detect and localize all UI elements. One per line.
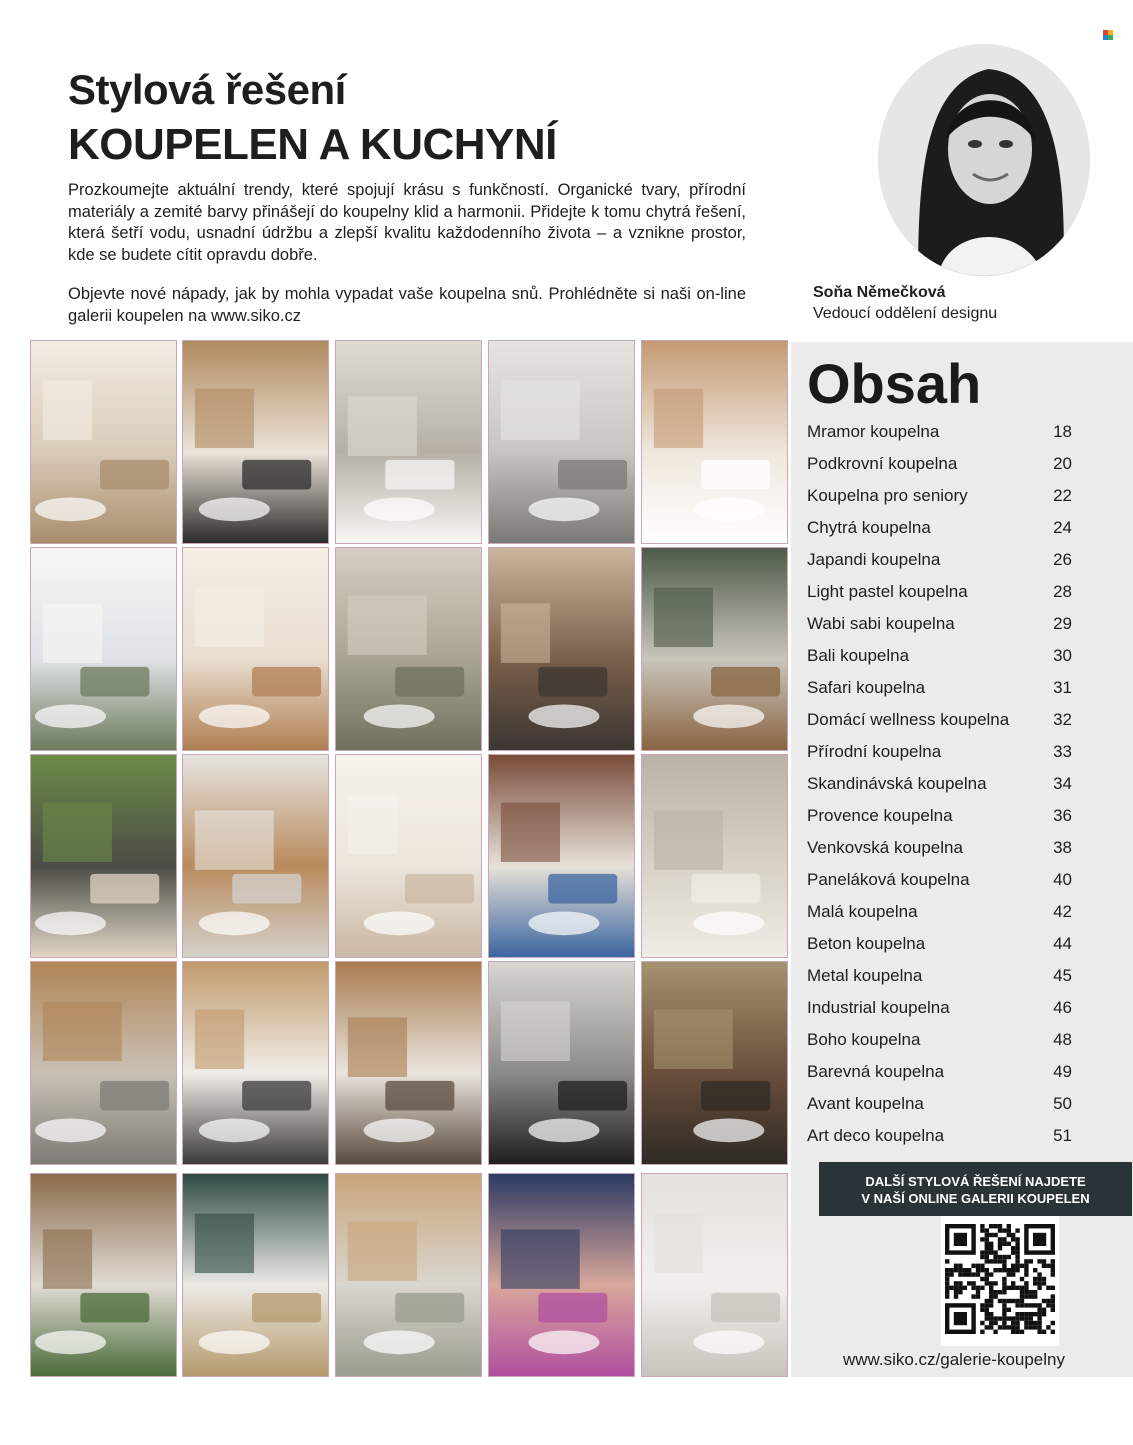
bathroom-photo-16 [30, 961, 177, 1165]
toc-item-label: Bali koupelna [807, 646, 910, 665]
toc-item-label: Metal koupelna [807, 966, 923, 985]
toc-item-label: Koupelna pro seniory [807, 486, 968, 505]
toc-item[interactable] [807, 768, 1072, 800]
bathroom-photo-20 [641, 961, 788, 1165]
qr-code-icon [941, 1216, 1059, 1346]
toc-item[interactable] [807, 480, 1072, 512]
bathroom-photo-8 [335, 547, 482, 751]
designer-name: Soňa Němečková [813, 284, 946, 301]
toc-item-page: 36 [1053, 806, 1072, 825]
toc-item-page: 33 [1053, 742, 1072, 761]
toc-item-label: Paneláková koupelna [807, 870, 970, 889]
toc-item-page: 49 [1053, 1062, 1072, 1081]
bathroom-photo-15 [641, 754, 788, 958]
toc-item-page: 29 [1053, 614, 1072, 633]
toc-title: Obsah [807, 352, 982, 415]
bathroom-photo-24 [488, 1173, 635, 1377]
toc-list [807, 416, 1072, 1152]
bathroom-photo-23 [335, 1173, 482, 1377]
toc-item[interactable] [807, 416, 1072, 448]
bathroom-photo-1 [30, 340, 177, 544]
toc-item-label: Wabi sabi koupelna [807, 614, 955, 633]
bathroom-gallery [30, 340, 788, 1377]
toc-item[interactable] [807, 672, 1072, 704]
toc-item[interactable] [807, 896, 1072, 928]
toc-item-page: 20 [1053, 454, 1072, 473]
toc-item-page: 51 [1053, 1126, 1072, 1145]
gallery-url-link[interactable]: www.siko.cz/galerie-koupelny [842, 1350, 1065, 1369]
page-title: Stylová řešení [68, 66, 346, 113]
bathroom-photo-7 [182, 547, 329, 751]
bathroom-photo-9 [488, 547, 635, 751]
online-gallery-banner [819, 1162, 1132, 1216]
toc-item[interactable] [807, 608, 1072, 640]
bathroom-photo-4 [488, 340, 635, 544]
bathroom-photo-2 [182, 340, 329, 544]
toc-item[interactable] [807, 800, 1072, 832]
toc-item-label: Chytrá koupelna [807, 518, 931, 537]
toc-item-label: Domácí wellness koupelna [807, 710, 1010, 729]
toc-item-page: 42 [1053, 902, 1072, 921]
toc-item[interactable] [807, 512, 1072, 544]
toc-item[interactable] [807, 736, 1072, 768]
toc-item-label: Boho koupelna [807, 1030, 921, 1049]
toc-item-label: Venkovská koupelna [807, 838, 963, 857]
toc-item[interactable] [807, 640, 1072, 672]
toc-item[interactable] [807, 832, 1072, 864]
toc-item-page: 45 [1053, 966, 1072, 985]
toc-item[interactable] [807, 928, 1072, 960]
toc-item-page: 26 [1053, 550, 1072, 569]
toc-item-page: 31 [1053, 678, 1072, 697]
toc-item-page: 48 [1053, 1030, 1072, 1049]
bathroom-photo-14 [488, 754, 635, 958]
designer-role: Vedoucí oddělení designu [813, 305, 998, 322]
bathroom-photo-17 [182, 961, 329, 1165]
bathroom-photo-10 [641, 547, 788, 751]
toc-item-label: Avant koupelna [807, 1094, 924, 1113]
toc-item-label: Barevná koupelna [807, 1062, 945, 1081]
toc-item-label: Art deco koupelna [807, 1126, 945, 1145]
toc-item[interactable] [807, 544, 1072, 576]
bathroom-photo-5 [641, 340, 788, 544]
page-subtitle: KOUPELEN A KUCHYNÍ [68, 120, 557, 169]
bathroom-photo-6 [30, 547, 177, 751]
toc-item-label: Industrial koupelna [807, 998, 950, 1017]
toc-item[interactable] [807, 1024, 1072, 1056]
toc-item-label: Japandi koupelna [807, 550, 941, 569]
intro-paragraph: Prozkoumejte aktuální trendy, které spojují krásu s funkčností. Organické tvary, přírodní materiály a zemité barvy přinášejí do koupelny klid a harmonii. Přidejte k tomu chytrá řešení, která šetří vodu, usnadní údržbu a zlepší kvalitu každodenního života – a vznikne prostor, kde se budete cítit opravdu dobře. [68, 181, 746, 264]
toc-item-page: 50 [1053, 1094, 1072, 1113]
toc-item-page: 22 [1053, 486, 1072, 505]
toc-item-label: Podkrovní koupelna [807, 454, 958, 473]
bathroom-photo-11 [30, 754, 177, 958]
toc-item-page: 28 [1053, 582, 1072, 601]
toc-item[interactable] [807, 992, 1072, 1024]
toc-item-page: 32 [1053, 710, 1072, 729]
toc-item[interactable] [807, 576, 1072, 608]
bathroom-photo-3 [335, 340, 482, 544]
toc-item-page: 40 [1053, 870, 1072, 889]
bathroom-photo-12 [182, 754, 329, 958]
bathroom-photo-19 [488, 961, 635, 1165]
toc-item-label: Skandinávská koupelna [807, 774, 987, 793]
gallery-invite-paragraph: Objevte nové nápady, jak by mohla vypadat vaše koupelna snů. Prohlédněte si naši on-line galerii koupelen na www.siko.cz [68, 285, 746, 325]
table-of-contents [791, 342, 1133, 1377]
toc-item-page: 24 [1053, 518, 1072, 537]
toc-item[interactable] [807, 960, 1072, 992]
toc-item-page: 38 [1053, 838, 1072, 857]
designer-portrait [878, 44, 1090, 276]
toc-item[interactable] [807, 864, 1072, 896]
toc-item-page: 34 [1053, 774, 1072, 793]
toc-item-page: 46 [1053, 998, 1072, 1017]
banner-line-1: DALŠÍ STYLOVÁ ŘEŠENÍ NAJDETE [865, 1174, 1086, 1189]
toc-item-page: 30 [1053, 646, 1072, 665]
bathroom-photo-21 [30, 1173, 177, 1377]
toc-item[interactable] [807, 448, 1072, 480]
bathroom-photo-18 [335, 961, 482, 1165]
portrait-illustration [878, 44, 1090, 276]
bathroom-photo-25 [641, 1173, 788, 1377]
bathroom-photo-13 [335, 754, 482, 958]
toc-item-page: 44 [1053, 934, 1072, 953]
toc-item[interactable] [807, 1120, 1072, 1152]
toc-item[interactable] [807, 1088, 1072, 1120]
toc-item-label: Provence koupelna [807, 806, 953, 825]
toc-item-label: Light pastel koupelna [807, 582, 968, 601]
toc-item-label: Mramor koupelna [807, 422, 940, 441]
qr-code[interactable] [941, 1216, 1059, 1346]
toc-item-label: Malá koupelna [807, 902, 918, 921]
toc-item[interactable] [807, 704, 1072, 736]
toc-item-label: Přírodní koupelna [807, 742, 942, 761]
banner-line-2: V NAŠÍ ONLINE GALERII KOUPELEN [861, 1191, 1090, 1206]
toc-item-label: Safari koupelna [807, 678, 926, 697]
brand-mark-icon [1103, 30, 1113, 40]
toc-item[interactable] [807, 1056, 1072, 1088]
toc-item-label: Beton koupelna [807, 934, 926, 953]
toc-item-page: 18 [1053, 422, 1072, 441]
bathroom-photo-22 [182, 1173, 329, 1377]
